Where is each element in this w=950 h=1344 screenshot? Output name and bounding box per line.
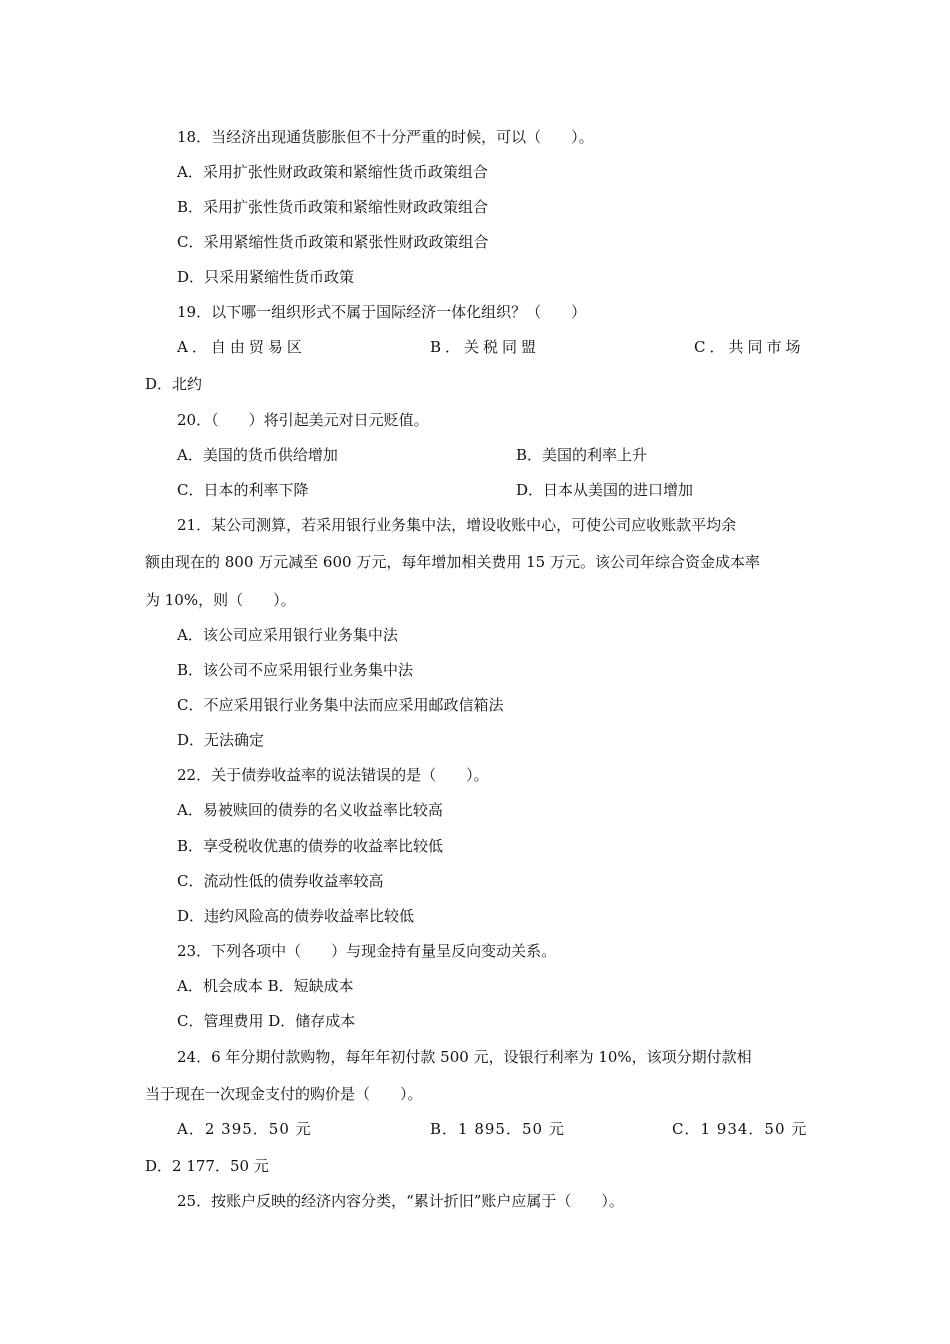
q23-options-c-d: C．管理费用 D．储存成本	[177, 1012, 356, 1030]
q21-option-d: D．无法确定	[177, 731, 265, 749]
q24-option-b: B．1 895．50 元	[430, 1120, 565, 1138]
q19-option-a: A．自由贸易区	[177, 338, 306, 356]
question-20: 20．（ ）将引起美元对日元贬值。	[177, 411, 429, 429]
q22-option-a: A．易被赎回的债券的名义收益率比较高	[177, 801, 443, 819]
q19-option-b: B．关税同盟	[430, 338, 541, 356]
q22-option-b: B．享受税收优惠的债券的收益率比较低	[177, 837, 444, 855]
q21-option-a: A．该公司应采用银行业务集中法	[177, 626, 398, 644]
q19-option-d: D．北约	[145, 375, 203, 393]
q24-option-a: A．2 395．50 元	[177, 1120, 312, 1138]
q20-option-a: A．美国的货币供给增加	[177, 446, 338, 464]
q24-option-c: C．1 934．50 元	[672, 1120, 808, 1138]
question-23: 23．下列各项中（ ）与现金持有量呈反向变动关系。	[177, 942, 557, 960]
q18-option-c: C．采用紧缩性货币政策和紧张性财政政策组合	[177, 233, 489, 251]
question-24-line-1: 24．6 年分期付款购物，每年年初付款 500 元，设银行利率为 10%，该项分期付款相	[177, 1048, 752, 1066]
question-19: 19．以下哪一组织形式不属于国际经济一体化组织？（ ）	[177, 303, 587, 321]
question-21-line-1: 21．某公司测算，若采用银行业务集中法，增设收账中心，可使公司应收账款平均余	[177, 516, 737, 534]
q20-option-d: D．日本从美国的进口增加	[516, 481, 694, 499]
q18-option-a: A．采用扩张性财政政策和紧缩性货币政策组合	[177, 163, 488, 181]
question-21-line-3: 为 10%，则（ ）。	[145, 591, 296, 609]
q23-options-a-b: A．机会成本 B．短缺成本	[177, 977, 354, 995]
question-21-line-2: 额由现在的 800 万元减至 600 万元，每年增加相关费用 15 万元。该公司年综合资金成本率	[145, 553, 760, 571]
q21-option-b: B．该公司不应采用银行业务集中法	[177, 661, 414, 679]
q24-option-d: D．2 177．50 元	[145, 1157, 269, 1175]
q18-option-b: B．采用扩张性货币政策和紧缩性财政政策组合	[177, 198, 489, 216]
q18-option-d: D．只采用紧缩性货币政策	[177, 268, 355, 286]
question-18: 18．当经济出现通货膨胀但不十分严重的时候，可以（ ）。	[177, 128, 594, 146]
question-25: 25．按账户反映的经济内容分类，“累计折旧”账户应属于（ ）。	[177, 1192, 624, 1210]
question-22: 22．关于债券收益率的说法错误的是（ ）。	[177, 766, 489, 784]
q19-option-c: C．共同市场	[694, 338, 805, 356]
q22-option-c: C．流动性低的债券收益率较高	[177, 872, 384, 890]
q20-option-c: C．日本的利率下降	[177, 481, 309, 499]
q21-option-c: C．不应采用银行业务集中法而应采用邮政信箱法	[177, 696, 504, 714]
question-24-line-2: 当于现在一次现金支付的购价是（ ）。	[145, 1085, 423, 1103]
q22-option-d: D．违约风险高的债券收益率比较低	[177, 907, 415, 925]
q20-option-b: B．美国的利率上升	[516, 446, 648, 464]
